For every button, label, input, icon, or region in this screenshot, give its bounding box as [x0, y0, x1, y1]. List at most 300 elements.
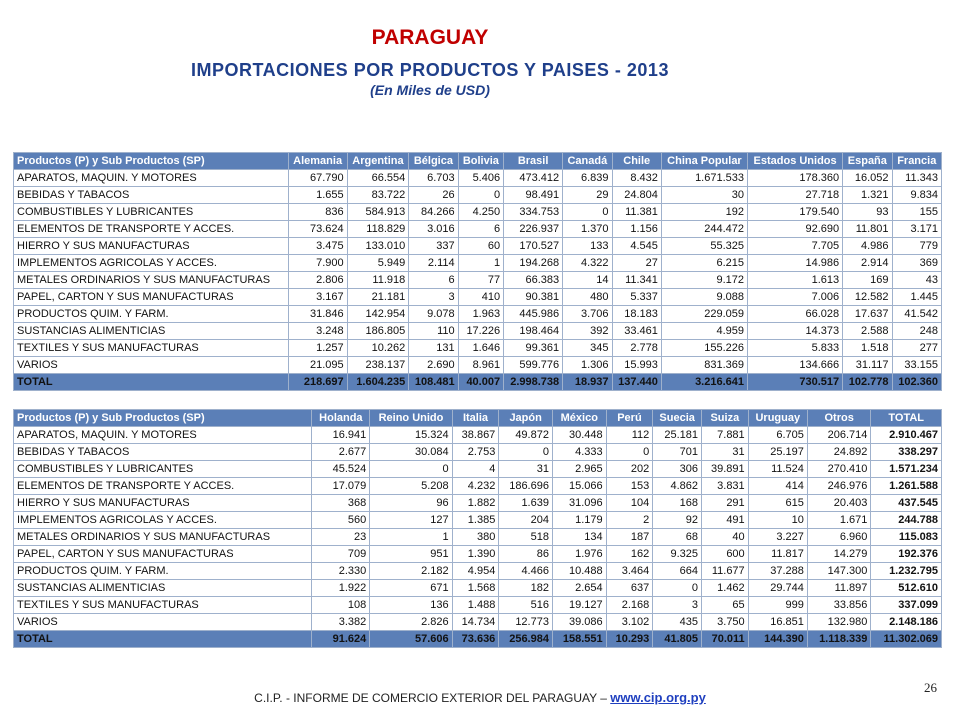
value-cell: 1.976 [552, 546, 606, 563]
value-cell: 345 [563, 340, 612, 357]
value-cell: 18.183 [612, 306, 661, 323]
value-cell: 187 [606, 529, 653, 546]
value-cell: 6.839 [563, 170, 612, 187]
value-cell: 27 [612, 255, 661, 272]
value-cell: 4.322 [563, 255, 612, 272]
total-cell: 102.360 [892, 374, 941, 391]
value-cell: 1.179 [552, 512, 606, 529]
unit-note: (En Miles de USD) [370, 82, 490, 98]
value-cell: 108 [312, 597, 370, 614]
product-cell: VARIOS [14, 357, 289, 374]
value-cell: 518 [499, 529, 553, 546]
value-cell: 1.963 [458, 306, 503, 323]
value-cell: 437.545 [871, 495, 942, 512]
product-cell: VARIOS [14, 614, 312, 631]
value-cell: 338.297 [871, 444, 942, 461]
footer [0, 690, 960, 705]
table-row [14, 272, 942, 289]
value-cell: 11.918 [347, 272, 409, 289]
table-header-row [14, 410, 942, 427]
value-cell: 4.232 [452, 478, 499, 495]
product-cell: HIERRO Y SUS MANUFACTURAS [14, 238, 289, 255]
value-cell: 33.856 [807, 597, 871, 614]
value-cell: 10.488 [552, 563, 606, 580]
value-cell: 132.980 [807, 614, 871, 631]
value-cell: 155 [892, 204, 941, 221]
table-row [14, 614, 942, 631]
table-row [14, 529, 942, 546]
value-cell: 31.846 [288, 306, 347, 323]
table-row [14, 580, 942, 597]
value-cell: 4.959 [661, 323, 747, 340]
header-cell: Argentina [347, 153, 409, 170]
total-cell: 70.011 [702, 631, 749, 648]
value-cell: 2.654 [552, 580, 606, 597]
value-cell: 0 [458, 187, 503, 204]
value-cell: 112 [606, 427, 653, 444]
product-cell: BEBIDAS Y TABACOS [14, 444, 312, 461]
header-cell: Bolivia [458, 153, 503, 170]
value-cell: 25.197 [748, 444, 807, 461]
port-ship-photo [748, 4, 948, 140]
total-cell: 137.440 [612, 374, 661, 391]
value-cell: 244.472 [661, 221, 747, 238]
value-cell: 999 [748, 597, 807, 614]
value-cell: 6 [409, 272, 458, 289]
value-cell: 435 [653, 614, 702, 631]
value-cell: 43 [892, 272, 941, 289]
value-cell: 671 [370, 580, 452, 597]
value-cell: 11.343 [892, 170, 941, 187]
value-cell: 4.250 [458, 204, 503, 221]
header-cell: Brasil [504, 153, 563, 170]
header-cell: Canadá [563, 153, 612, 170]
value-cell: 2.910.467 [871, 427, 942, 444]
value-cell: 168 [653, 495, 702, 512]
total-cell: 73.636 [452, 631, 499, 648]
value-cell: 8.961 [458, 357, 503, 374]
value-cell: 6.703 [409, 170, 458, 187]
table-row [14, 427, 942, 444]
value-cell: 1.518 [843, 340, 892, 357]
table-row [14, 461, 942, 478]
value-cell: 615 [748, 495, 807, 512]
value-cell: 25.181 [653, 427, 702, 444]
value-cell: 39.891 [702, 461, 749, 478]
value-cell: 29.744 [748, 580, 807, 597]
total-cell: 108.481 [409, 374, 458, 391]
value-cell: 1 [370, 529, 452, 546]
total-cell: 2.998.738 [504, 374, 563, 391]
imports-table-1 [13, 152, 942, 391]
value-cell: 26 [409, 187, 458, 204]
value-cell: 16.941 [312, 427, 370, 444]
total-row [14, 374, 942, 391]
value-cell: 664 [653, 563, 702, 580]
value-cell: 2.677 [312, 444, 370, 461]
value-cell: 11.677 [702, 563, 749, 580]
value-cell: 337.099 [871, 597, 942, 614]
value-cell: 39.086 [552, 614, 606, 631]
table-row [14, 306, 942, 323]
value-cell: 600 [702, 546, 749, 563]
value-cell: 2.778 [612, 340, 661, 357]
table-row [14, 221, 942, 238]
total-cell: 144.390 [748, 631, 807, 648]
value-cell: 3 [409, 289, 458, 306]
value-cell: 1.613 [748, 272, 843, 289]
value-cell: 40 [702, 529, 749, 546]
value-cell: 246.976 [807, 478, 871, 495]
value-cell: 3.171 [892, 221, 941, 238]
value-cell: 14.373 [748, 323, 843, 340]
value-cell: 1.639 [499, 495, 553, 512]
value-cell: 10.262 [347, 340, 409, 357]
value-cell: 8.432 [612, 170, 661, 187]
header-cell: Reino Unido [370, 410, 452, 427]
value-cell: 2.148.186 [871, 614, 942, 631]
value-cell: 445.986 [504, 306, 563, 323]
value-cell: 12.582 [843, 289, 892, 306]
value-cell: 31 [499, 461, 553, 478]
table-row [14, 170, 942, 187]
value-cell: 4.333 [552, 444, 606, 461]
value-cell: 31 [702, 444, 749, 461]
total-cell: 10.293 [606, 631, 653, 648]
value-cell: 337 [409, 238, 458, 255]
product-cell: APARATOS, MAQUIN. Y MOTORES [14, 170, 289, 187]
value-cell: 115.083 [871, 529, 942, 546]
product-cell: PAPEL, CARTON Y SUS MANUFACTURAS [14, 289, 289, 306]
value-cell: 110 [409, 323, 458, 340]
value-cell: 7.900 [288, 255, 347, 272]
value-cell: 2.806 [288, 272, 347, 289]
value-cell: 2.826 [370, 614, 452, 631]
table-row [14, 495, 942, 512]
value-cell: 136 [370, 597, 452, 614]
value-cell: 93 [843, 204, 892, 221]
total-cell: 18.937 [563, 374, 612, 391]
value-cell: 194.268 [504, 255, 563, 272]
value-cell: 2 [606, 512, 653, 529]
table-row [14, 357, 942, 374]
value-cell: 1.321 [843, 187, 892, 204]
value-cell: 169 [843, 272, 892, 289]
value-cell: 202 [606, 461, 653, 478]
header-cell: China Popular [661, 153, 747, 170]
total-cell: 57.606 [370, 631, 452, 648]
value-cell: 186.805 [347, 323, 409, 340]
value-cell: 21.181 [347, 289, 409, 306]
value-cell: 65 [702, 597, 749, 614]
value-cell: 951 [370, 546, 452, 563]
value-cell: 118.829 [347, 221, 409, 238]
table-header-row [14, 153, 942, 170]
value-cell: 1.488 [452, 597, 499, 614]
product-cell: COMBUSTIBLES Y LUBRICANTES [14, 204, 289, 221]
product-cell: ELEMENTOS DE TRANSPORTE Y ACCES. [14, 478, 312, 495]
value-cell: 38.867 [452, 427, 499, 444]
table-row [14, 444, 942, 461]
value-cell: 66.383 [504, 272, 563, 289]
value-cell: 1.261.588 [871, 478, 942, 495]
table-row [14, 597, 942, 614]
value-cell: 0 [563, 204, 612, 221]
value-cell: 3.464 [606, 563, 653, 580]
header-cell: Estados Unidos [748, 153, 843, 170]
value-cell: 16.851 [748, 614, 807, 631]
total-cell: 11.302.069 [871, 631, 942, 648]
value-cell: 206.714 [807, 427, 871, 444]
value-cell: 9.088 [661, 289, 747, 306]
total-label: TOTAL [14, 374, 289, 391]
header-cell: Otros [807, 410, 871, 427]
total-cell: 3.216.641 [661, 374, 747, 391]
value-cell: 1.390 [452, 546, 499, 563]
table-row [14, 478, 942, 495]
value-cell: 23 [312, 529, 370, 546]
value-cell: 21.095 [288, 357, 347, 374]
value-cell: 512.610 [871, 580, 942, 597]
table-row [14, 289, 942, 306]
value-cell: 179.540 [748, 204, 843, 221]
total-cell: 91.624 [312, 631, 370, 648]
total-cell: 40.007 [458, 374, 503, 391]
header-cell: Perú [606, 410, 653, 427]
total-cell: 102.778 [843, 374, 892, 391]
value-cell: 11.801 [843, 221, 892, 238]
value-cell: 127 [370, 512, 452, 529]
product-cell: ELEMENTOS DE TRANSPORTE Y ACCES. [14, 221, 289, 238]
value-cell: 30 [661, 187, 747, 204]
value-cell: 1 [458, 255, 503, 272]
value-cell: 3.706 [563, 306, 612, 323]
header-cell: Francia [892, 153, 941, 170]
product-cell: METALES ORDINARIOS Y SUS MANUFACTURAS [14, 529, 312, 546]
value-cell: 6 [458, 221, 503, 238]
table-row [14, 512, 942, 529]
value-cell: 4 [452, 461, 499, 478]
value-cell: 30.448 [552, 427, 606, 444]
value-cell: 153 [606, 478, 653, 495]
value-cell: 2.965 [552, 461, 606, 478]
value-cell: 84.266 [409, 204, 458, 221]
value-cell: 0 [370, 461, 452, 478]
value-cell: 186.696 [499, 478, 553, 495]
value-cell: 1.370 [563, 221, 612, 238]
value-cell: 0 [653, 580, 702, 597]
product-cell: PAPEL, CARTON Y SUS MANUFACTURAS [14, 546, 312, 563]
value-cell: 66.554 [347, 170, 409, 187]
value-cell: 24.892 [807, 444, 871, 461]
value-cell: 90.381 [504, 289, 563, 306]
total-cell: 218.697 [288, 374, 347, 391]
value-cell: 9.325 [653, 546, 702, 563]
value-cell: 4.545 [612, 238, 661, 255]
header-cell: Uruguay [748, 410, 807, 427]
product-cell: METALES ORDINARIOS Y SUS MANUFACTURAS [14, 272, 289, 289]
value-cell: 1.156 [612, 221, 661, 238]
value-cell: 142.954 [347, 306, 409, 323]
value-cell: 192 [661, 204, 747, 221]
value-cell: 9.078 [409, 306, 458, 323]
value-cell: 5.949 [347, 255, 409, 272]
value-cell: 11.381 [612, 204, 661, 221]
value-cell: 3.750 [702, 614, 749, 631]
product-cell: PRODUCTOS QUIM. Y FARM. [14, 306, 289, 323]
value-cell: 131 [409, 340, 458, 357]
value-cell: 17.226 [458, 323, 503, 340]
value-cell: 5.833 [748, 340, 843, 357]
value-cell: 92.690 [748, 221, 843, 238]
value-cell: 1.882 [452, 495, 499, 512]
footer-link[interactable]: www.cip.org.py [610, 690, 706, 705]
value-cell: 11.897 [807, 580, 871, 597]
header-cell: Suecia [653, 410, 702, 427]
value-cell: 1.571.234 [871, 461, 942, 478]
product-cell: TEXTILES Y SUS MANUFACTURAS [14, 340, 289, 357]
value-cell: 3.831 [702, 478, 749, 495]
value-cell: 2.753 [452, 444, 499, 461]
value-cell: 15.993 [612, 357, 661, 374]
value-cell: 6.705 [748, 427, 807, 444]
value-cell: 55.325 [661, 238, 747, 255]
value-cell: 0 [606, 444, 653, 461]
value-cell: 2.914 [843, 255, 892, 272]
value-cell: 33.155 [892, 357, 941, 374]
value-cell: 516 [499, 597, 553, 614]
value-cell: 134 [552, 529, 606, 546]
value-cell: 277 [892, 340, 941, 357]
value-cell: 1.922 [312, 580, 370, 597]
header-cell: Italia [452, 410, 499, 427]
value-cell: 11.817 [748, 546, 807, 563]
table-row [14, 563, 942, 580]
value-cell: 147.300 [807, 563, 871, 580]
total-cell: 1.604.235 [347, 374, 409, 391]
value-cell: 182 [499, 580, 553, 597]
value-cell: 334.753 [504, 204, 563, 221]
value-cell: 560 [312, 512, 370, 529]
product-cell: APARATOS, MAQUIN. Y MOTORES [14, 427, 312, 444]
value-cell: 637 [606, 580, 653, 597]
value-cell: 3.102 [606, 614, 653, 631]
value-cell: 104 [606, 495, 653, 512]
value-cell: 392 [563, 323, 612, 340]
table-row [14, 187, 942, 204]
value-cell: 3.167 [288, 289, 347, 306]
value-cell: 270.410 [807, 461, 871, 478]
value-cell: 198.464 [504, 323, 563, 340]
value-cell: 20.403 [807, 495, 871, 512]
value-cell: 229.059 [661, 306, 747, 323]
value-cell: 31.096 [552, 495, 606, 512]
value-cell: 1.671 [807, 512, 871, 529]
value-cell: 192.376 [871, 546, 942, 563]
total-row [14, 631, 942, 648]
value-cell: 11.524 [748, 461, 807, 478]
product-cell: IMPLEMENTOS AGRICOLAS Y ACCES. [14, 512, 312, 529]
header-cell: México [552, 410, 606, 427]
value-cell: 3.227 [748, 529, 807, 546]
header-cell: Productos (P) y Sub Productos (SP) [14, 410, 312, 427]
value-cell: 1.257 [288, 340, 347, 357]
value-cell: 4.862 [653, 478, 702, 495]
value-cell: 10 [748, 512, 807, 529]
product-cell: COMBUSTIBLES Y LUBRICANTES [14, 461, 312, 478]
product-cell: SUSTANCIAS ALIMENTICIAS [14, 323, 289, 340]
table-row [14, 204, 942, 221]
value-cell: 473.412 [504, 170, 563, 187]
value-cell: 29 [563, 187, 612, 204]
total-cell: 41.805 [653, 631, 702, 648]
value-cell: 238.137 [347, 357, 409, 374]
header-cell: Productos (P) y Sub Productos (SP) [14, 153, 289, 170]
value-cell: 4.466 [499, 563, 553, 580]
value-cell: 480 [563, 289, 612, 306]
value-cell: 162 [606, 546, 653, 563]
value-cell: 9.172 [661, 272, 747, 289]
table-row [14, 546, 942, 563]
value-cell: 709 [312, 546, 370, 563]
value-cell: 1.646 [458, 340, 503, 357]
header-cell: Holanda [312, 410, 370, 427]
value-cell: 1.385 [452, 512, 499, 529]
value-cell: 3.248 [288, 323, 347, 340]
value-cell: 410 [458, 289, 503, 306]
value-cell: 16.052 [843, 170, 892, 187]
value-cell: 14.986 [748, 255, 843, 272]
value-cell: 99.361 [504, 340, 563, 357]
value-cell: 96 [370, 495, 452, 512]
value-cell: 3 [653, 597, 702, 614]
value-cell: 27.718 [748, 187, 843, 204]
value-cell: 98.491 [504, 187, 563, 204]
value-cell: 779 [892, 238, 941, 255]
value-cell: 1.655 [288, 187, 347, 204]
value-cell: 86 [499, 546, 553, 563]
header-cell: Bélgica [409, 153, 458, 170]
value-cell: 380 [452, 529, 499, 546]
value-cell: 1.232.795 [871, 563, 942, 580]
value-cell: 11.341 [612, 272, 661, 289]
value-cell: 73.624 [288, 221, 347, 238]
page-number: 26 [924, 680, 937, 695]
value-cell: 599.776 [504, 357, 563, 374]
value-cell: 67.790 [288, 170, 347, 187]
value-cell: 204 [499, 512, 553, 529]
value-cell: 2.168 [606, 597, 653, 614]
value-cell: 30.084 [370, 444, 452, 461]
value-cell: 133 [563, 238, 612, 255]
value-cell: 4.954 [452, 563, 499, 580]
value-cell: 133.010 [347, 238, 409, 255]
value-cell: 155.226 [661, 340, 747, 357]
product-cell: PRODUCTOS QUIM. Y FARM. [14, 563, 312, 580]
value-cell: 3.016 [409, 221, 458, 238]
value-cell: 15.324 [370, 427, 452, 444]
value-cell: 2.182 [370, 563, 452, 580]
value-cell: 134.666 [748, 357, 843, 374]
header-cell: Alemania [288, 153, 347, 170]
product-cell: TEXTILES Y SUS MANUFACTURAS [14, 597, 312, 614]
value-cell: 7.006 [748, 289, 843, 306]
value-cell: 2.690 [409, 357, 458, 374]
value-cell: 170.527 [504, 238, 563, 255]
value-cell: 248 [892, 323, 941, 340]
value-cell: 2.588 [843, 323, 892, 340]
product-cell: BEBIDAS Y TABACOS [14, 187, 289, 204]
